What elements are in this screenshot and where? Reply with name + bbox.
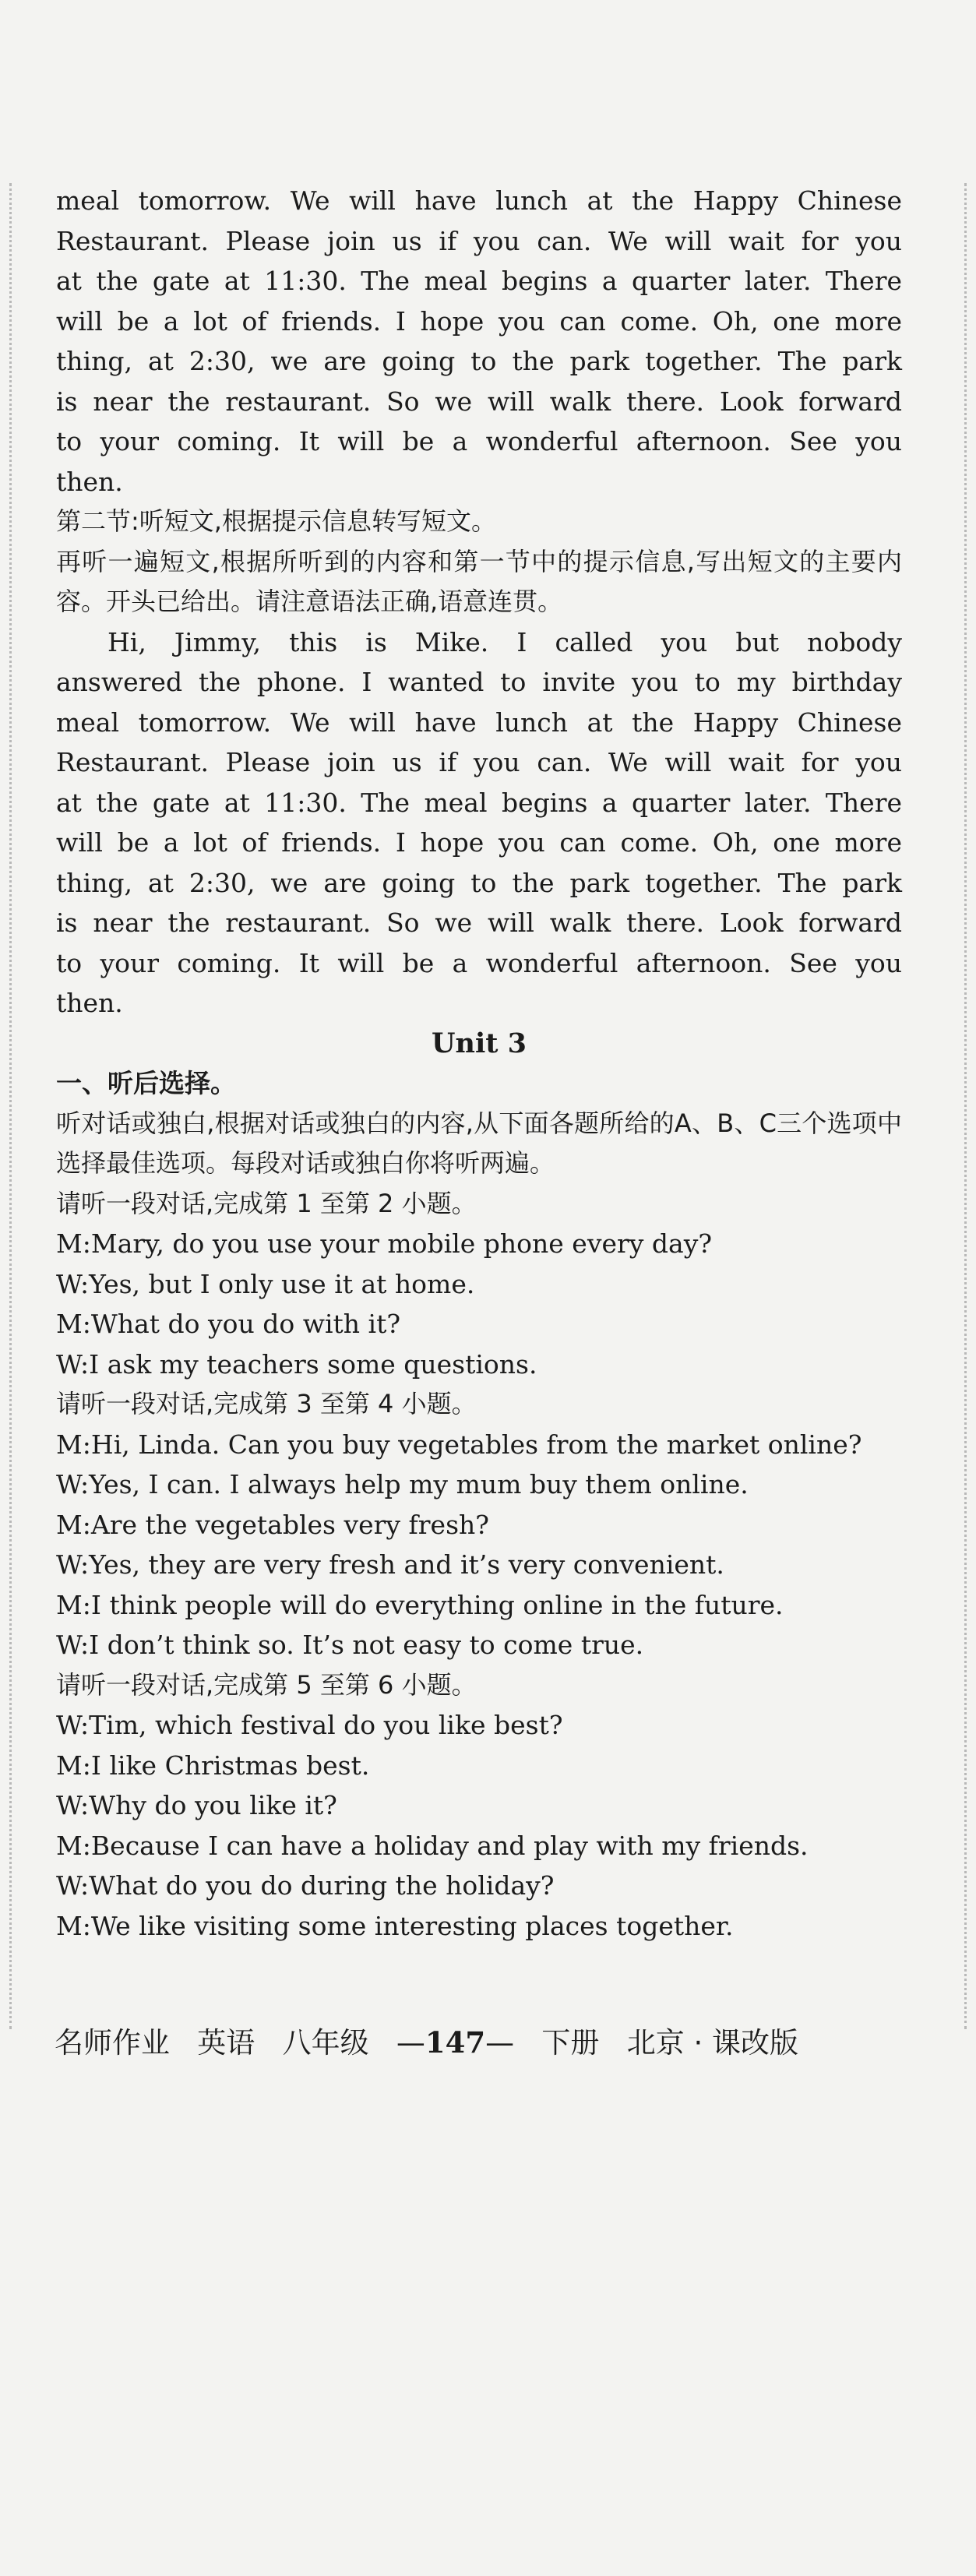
dialogue-line <box>56 1785 902 1826</box>
dialogue-line <box>56 1505 902 1545</box>
dialogue-text: Because I can have a holiday and play with my friends. <box>90 1830 809 1861</box>
dialogue-prompt: 请听一段对话,完成第 5 至第 6 小题。 <box>56 1669 477 1700</box>
passage-line: will be a lot of friends. I hope you can come. Oh, one more <box>56 305 902 337</box>
passage-line: at the gate at 11:30. The meal begins a quarter later. There <box>56 266 902 296</box>
passage-full <box>56 622 902 1024</box>
left-margin-dotted-line <box>9 183 12 2029</box>
speaker-label: M: <box>56 1509 91 1540</box>
passage-line: will be a lot of friends. I hope you can come. Oh, one more <box>56 827 902 858</box>
passage-line: meal tomorrow. We will have lunch at the Happy Chinese <box>56 707 902 738</box>
unit-title: Unit 3 <box>432 1027 527 1059</box>
dialogue-line <box>56 1224 902 1264</box>
section2-instructions: 再听一遍短文,根据所听到的内容和第一节中的提示信息,写出短文的主要内容。开头已给出。请注意语法正确,语意连贯。 <box>56 546 902 616</box>
passage-line: to your coming. It will be a wonderful afternoon. See you <box>56 947 902 978</box>
passage-line: answered the phone. I wanted to invite you to my birthday <box>56 667 902 697</box>
speaker-label: M: <box>56 1910 91 1941</box>
dialogue-text: Tim, which festival do you like best? <box>89 1710 563 1740</box>
footer-grade: 八年级 <box>282 2026 369 2060</box>
part1-instructions: 听对话或独白,根据对话或独白的内容,从下面各题所给的A、B、C三个选项中选择最佳选项。每段对话或独白你将听两遍。 <box>56 1108 902 1178</box>
dialogue-line <box>56 1625 902 1665</box>
passage-line: thing, at 2:30, we are going to the park together. The park <box>56 867 902 898</box>
passage-line: Restaurant. Please join us if you can. We will wait for you <box>56 747 902 777</box>
dialogue-line <box>56 1425 902 1465</box>
dialogue-prompt: 请听一段对话,完成第 3 至第 4 小题。 <box>56 1389 477 1418</box>
passage-line: meal tomorrow. We will have lunch at the Happy Chinese <box>56 185 902 216</box>
page-number: 147 <box>425 2025 486 2060</box>
speaker-label: M: <box>56 1589 91 1620</box>
speaker-label: W: <box>56 1469 90 1499</box>
speaker-label: W: <box>56 1549 90 1580</box>
passage-line: then. <box>56 466 123 497</box>
section2-heading: 第二节:听短文,根据提示信息转写短文。 <box>56 506 496 536</box>
passage-line: is near the restaurant. So we will walk there. Look forward <box>56 907 902 938</box>
dialogue-line <box>56 1545 902 1585</box>
dialogue-text: I ask my teachers some questions. <box>89 1348 537 1380</box>
passage-line: is near the restaurant. So we will walk there. Look forward <box>56 386 902 417</box>
dialogue-line <box>56 1705 902 1746</box>
footer-subject: 英语 <box>197 2026 255 2060</box>
dialogue-text: Mary, do you use your mobile phone every day? <box>90 1228 713 1259</box>
footer-volume: 下册 <box>541 2026 600 2060</box>
right-margin-dotted-line <box>964 183 967 2029</box>
speaker-label: W: <box>56 1630 90 1660</box>
speaker-label: W: <box>56 1268 90 1299</box>
dialogue-text: Why do you like it? <box>89 1790 337 1820</box>
passage-line: then. <box>56 988 123 1018</box>
speaker-label: W: <box>56 1348 90 1380</box>
dialogue-prompt: 请听一段对话,完成第 1 至第 2 小题。 <box>56 1188 477 1218</box>
dialogue-line <box>56 1906 902 1947</box>
footer-edition: 北京 · 课改版 <box>626 2026 799 2060</box>
speaker-label: M: <box>56 1830 91 1861</box>
speaker-label: M: <box>56 1750 91 1781</box>
dialogue-text: Yes, they are very fresh and it’s very convenient. <box>89 1549 724 1580</box>
dialogue-line <box>56 1585 902 1626</box>
dialogue-text: Yes, but I only use it at home. <box>89 1268 475 1299</box>
dialogue-line <box>56 1344 902 1385</box>
speaker-label: M: <box>56 1228 91 1259</box>
speaker-label: M: <box>56 1309 91 1339</box>
dialogue-text: I like Christmas best. <box>90 1750 370 1781</box>
dialogue-text: Yes, I can. I always help my mum buy them online. <box>89 1469 749 1499</box>
passage-line: to your coming. It will be a wonderful afternoon. See you <box>56 426 902 456</box>
dialogue-text: Are the vegetables very fresh? <box>90 1509 489 1540</box>
speaker-label: M: <box>56 1429 91 1460</box>
passage-continued <box>56 181 902 502</box>
speaker-label: W: <box>56 1790 90 1820</box>
dialogue-line <box>56 1746 902 1786</box>
speaker-label: W: <box>56 1710 90 1740</box>
passage-line: thing, at 2:30, we are going to the park together. The park <box>56 346 902 376</box>
dialogue-line <box>56 1304 902 1344</box>
dialogue-text: I think people will do everything online in the future. <box>90 1589 784 1620</box>
part1-heading: 一、听后选择。 <box>56 1068 236 1098</box>
dialogue-line <box>56 1826 902 1866</box>
speaker-label: W: <box>56 1870 90 1901</box>
dialogue-line <box>56 1264 902 1305</box>
dialogue-text: Hi, Linda. Can you buy vegetables from the market online? <box>90 1429 862 1460</box>
passage-line: Hi, Jimmy, this is Mike. I called you but nobody <box>107 626 902 657</box>
passage-line: Restaurant. Please join us if you can. We will wait for you <box>56 225 902 256</box>
page-footer: 名师作业 英语 八年级 —147— 下册 北京 · 课改版 <box>55 2025 799 2060</box>
footer-series: 名师作业 <box>55 2026 170 2060</box>
dialogue-text: What do you do with it? <box>90 1309 401 1339</box>
dialogue-line <box>56 1464 902 1505</box>
dialogue-text: We like visiting some interesting places together. <box>90 1910 734 1941</box>
dialogue-text: What do you do during the holiday? <box>89 1870 555 1901</box>
passage-line: at the gate at 11:30. The meal begins a quarter later. There <box>56 787 902 818</box>
dialogue-text: I don’t think so. It’s not easy to come true. <box>89 1630 644 1660</box>
dialogue-line <box>56 1866 902 1906</box>
page-content <box>56 181 902 1946</box>
